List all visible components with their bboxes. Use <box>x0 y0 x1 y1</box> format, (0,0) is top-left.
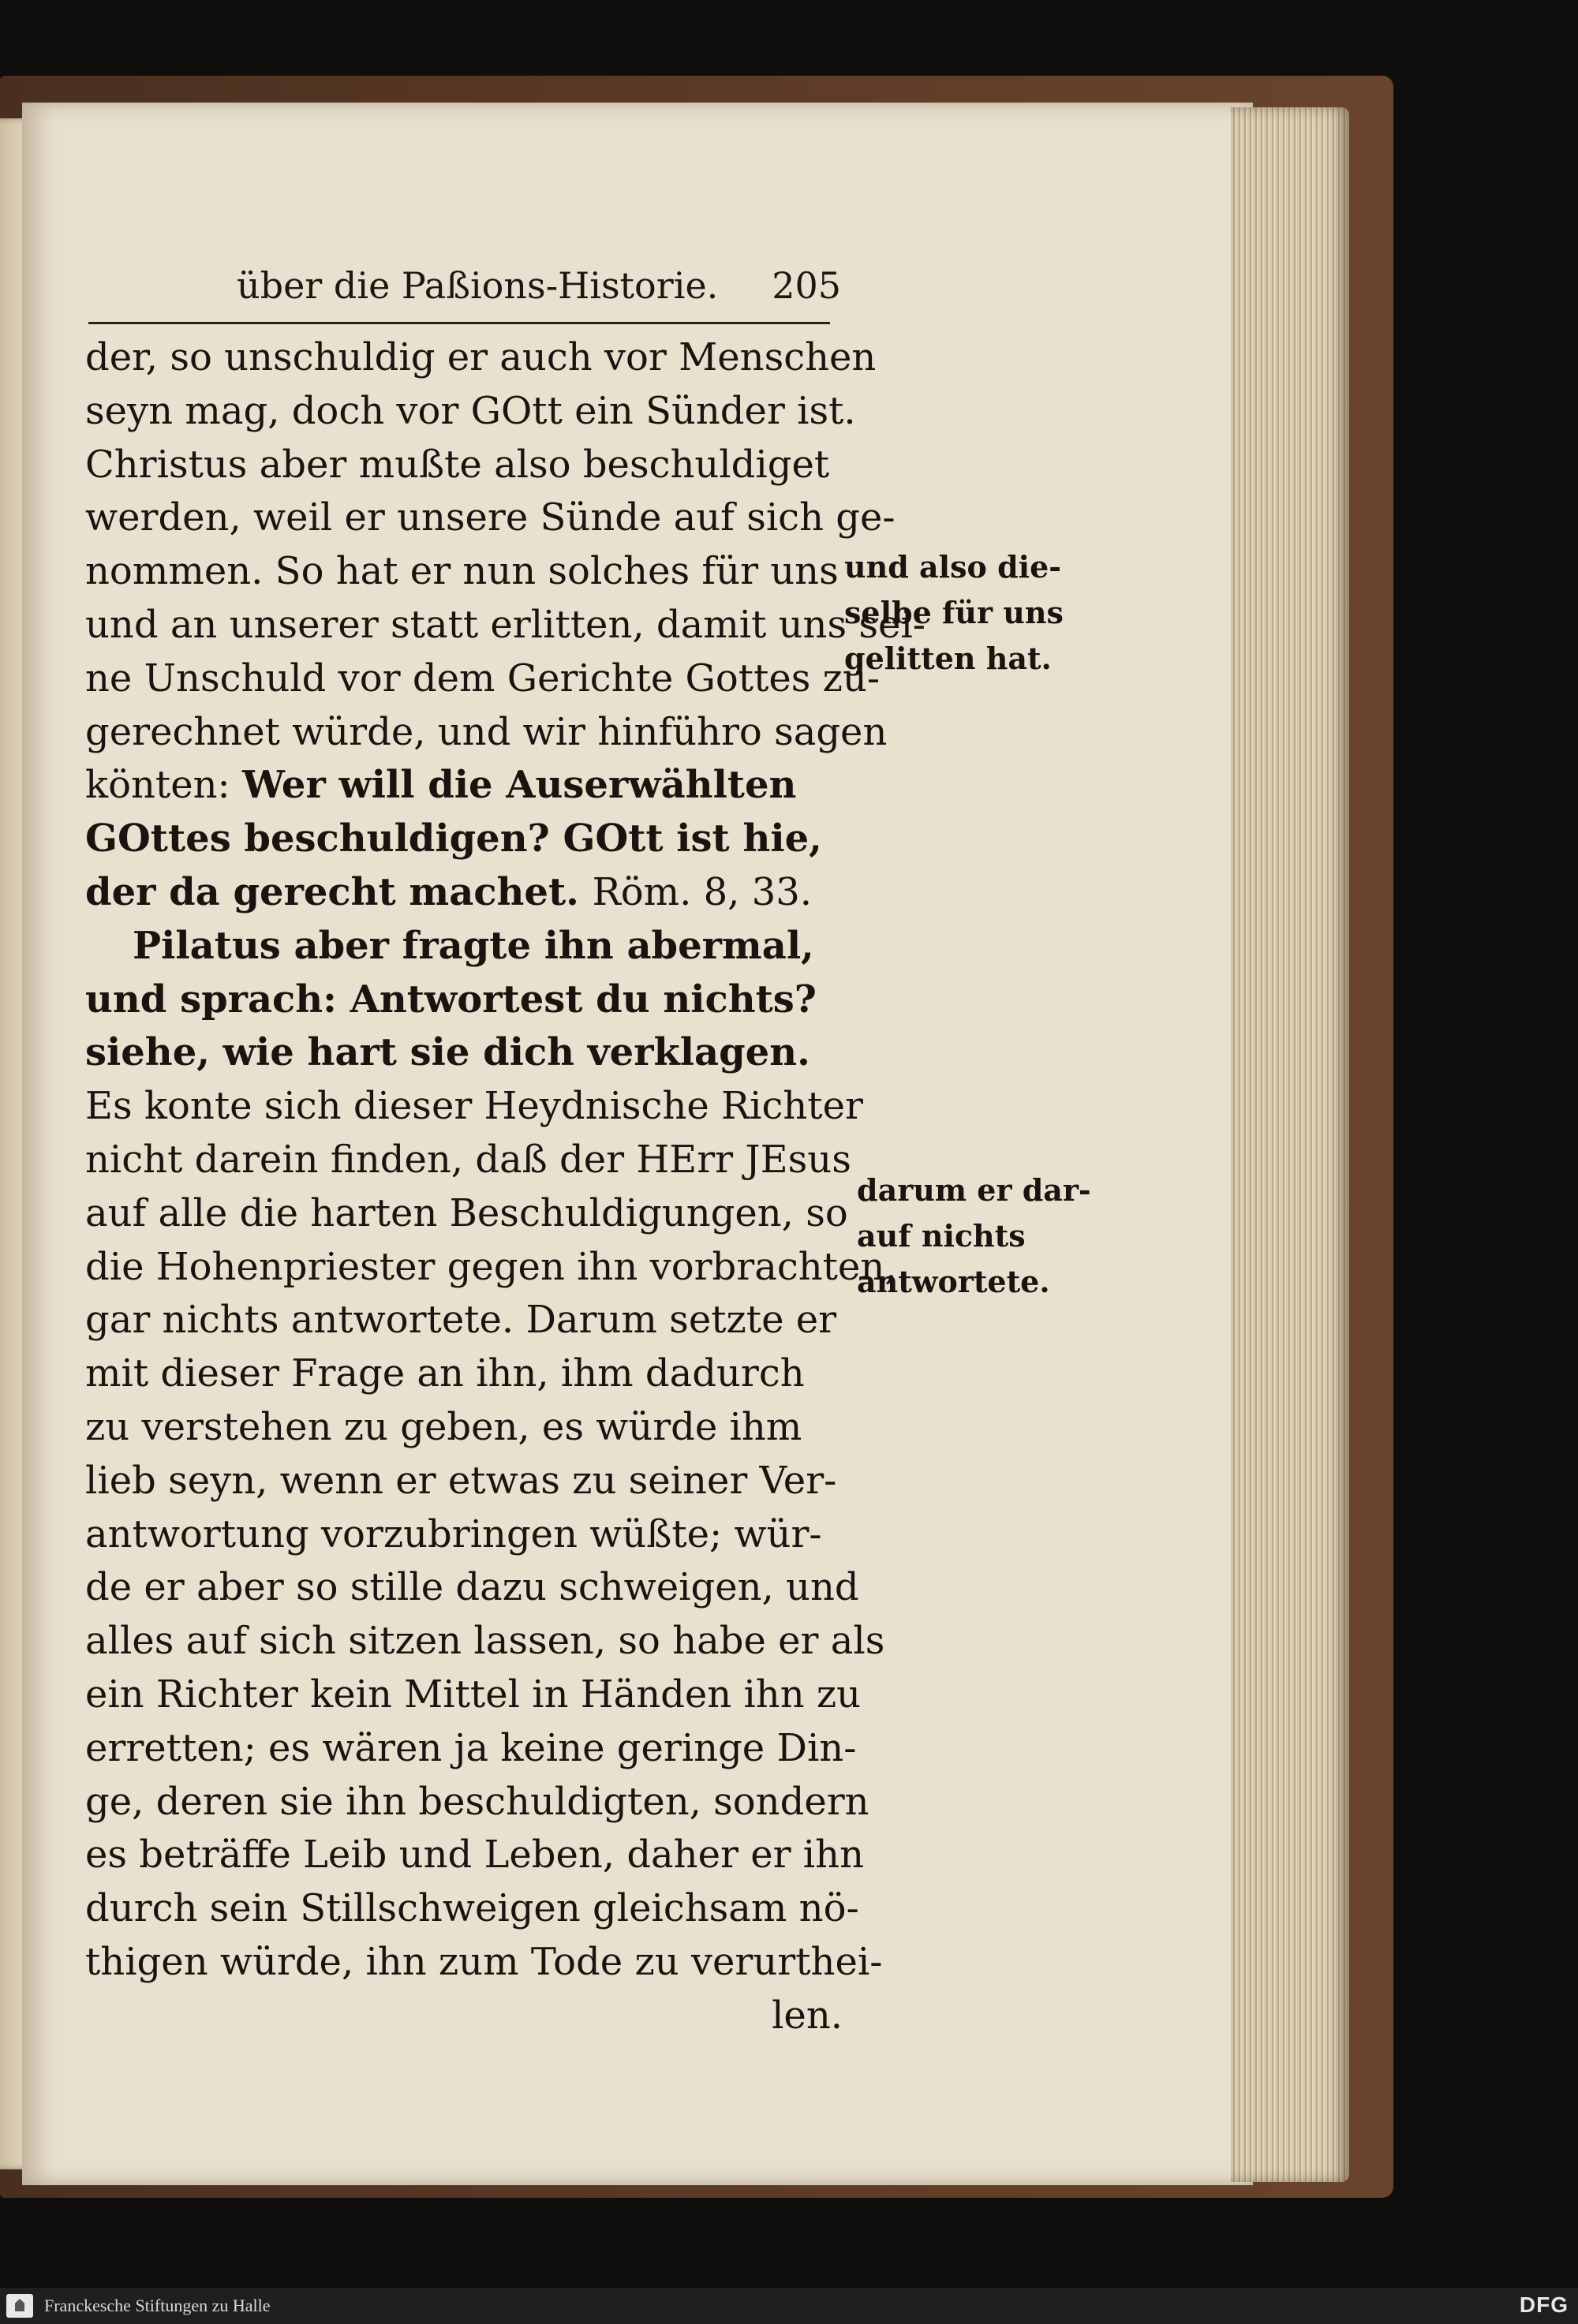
text-line: könten: Wer will die Auserwählten <box>85 763 797 808</box>
page-number: 205 <box>772 264 841 307</box>
text-line: antwortung vorzubringen wüßte; wür- <box>85 1511 822 1556</box>
text-line: die Hohenpriester gegen ihn vorbrachten, <box>85 1244 897 1289</box>
text-line: der da gerecht machet. Röm. 8, 33. <box>85 869 813 914</box>
text-line: GOttes beschuldigen? GOtt ist hie, <box>85 816 822 861</box>
institution-name: Franckesche Stiftungen zu Halle <box>44 2296 271 2315</box>
text-line: nommen. So hat er nun solches für uns <box>85 549 839 594</box>
marginal-note-line: und also die- <box>844 549 1062 585</box>
marginal-note-line: antwortete. <box>857 1264 1050 1299</box>
text-line: thigen würde, ihn zum Tode zu verurthei- <box>85 1939 883 1984</box>
text-line: siehe, wie hart sie dich verklagen. <box>85 1030 810 1075</box>
text-line: lieb seyn, wenn er etwas zu seiner Ver- <box>85 1458 837 1503</box>
text-line: seyn mag, doch vor GOtt ein Sünder ist. <box>85 388 856 433</box>
text-line: mit dieser Frage an ihn, ihm dadurch <box>85 1351 805 1396</box>
marginal-note-line: gelitten hat. <box>844 641 1052 676</box>
text-line: werden, weil er unsere Sünde auf sich ge- <box>85 495 896 540</box>
institution-logo-icon <box>6 2294 33 2318</box>
marginal-note-line: darum er dar- <box>857 1172 1091 1208</box>
marginal-note-2 <box>857 1168 1091 1305</box>
text-line: ne Unschuld vor dem Gerichte Gottes zu- <box>85 656 881 701</box>
text-line: ge, deren sie ihn beschuldigten, sondern <box>85 1779 869 1824</box>
text-line: und sprach: Antwortest du nichts? <box>85 977 817 1022</box>
dfg-logo: DFG <box>1519 2292 1569 2317</box>
header-rule <box>88 322 830 324</box>
text-line: alles auf sich sitzen lassen, so habe er als <box>85 1619 885 1664</box>
text-line: es beträffe Leib und Leben, daher er ihn <box>85 1833 864 1878</box>
text-line: zu verstehen zu geben, es würde ihm <box>85 1404 802 1449</box>
marginal-note-line: auf nichts <box>857 1218 1026 1254</box>
text-line: len. <box>772 1993 843 2038</box>
text-line: erretten; es wären ja keine geringe Din- <box>85 1725 857 1770</box>
text-line: und an unserer statt erlitten, damit uns sei- <box>85 602 925 647</box>
text-line: Es konte sich dieser Heydnische Richter <box>85 1084 863 1129</box>
text-line: auf alle die harten Beschuldigungen, so <box>85 1190 848 1235</box>
text-line: Pilatus aber fragte ihn abermal, <box>133 923 814 968</box>
text-line: der, so unschuldig er auch vor Menschen <box>85 335 877 379</box>
footer-bar <box>0 2288 1578 2324</box>
text-line: de er aber so stille dazu schweigen, und <box>85 1565 859 1610</box>
page-edges <box>1231 107 1349 2182</box>
page-header <box>237 264 852 312</box>
text-line: gerechnet würde, und wir hinführo sagen <box>85 709 888 754</box>
text-line: gar nichts antwortete. Darum setzte er <box>85 1298 837 1343</box>
text-line: ein Richter kein Mittel in Händen ihn zu <box>85 1672 862 1717</box>
marginal-note-1 <box>844 544 1064 682</box>
marginal-note-line: selbe für uns <box>844 595 1064 630</box>
body-text <box>85 331 925 2043</box>
text-line: nicht darein finden, daß der HErr JEsus <box>85 1137 851 1182</box>
text-line: durch sein Stillschweigen gleichsam nö- <box>85 1886 859 1931</box>
text-line: Christus aber mußte also beschuldiget <box>85 442 830 487</box>
running-title: über die Paßions-Historie. <box>237 264 719 307</box>
